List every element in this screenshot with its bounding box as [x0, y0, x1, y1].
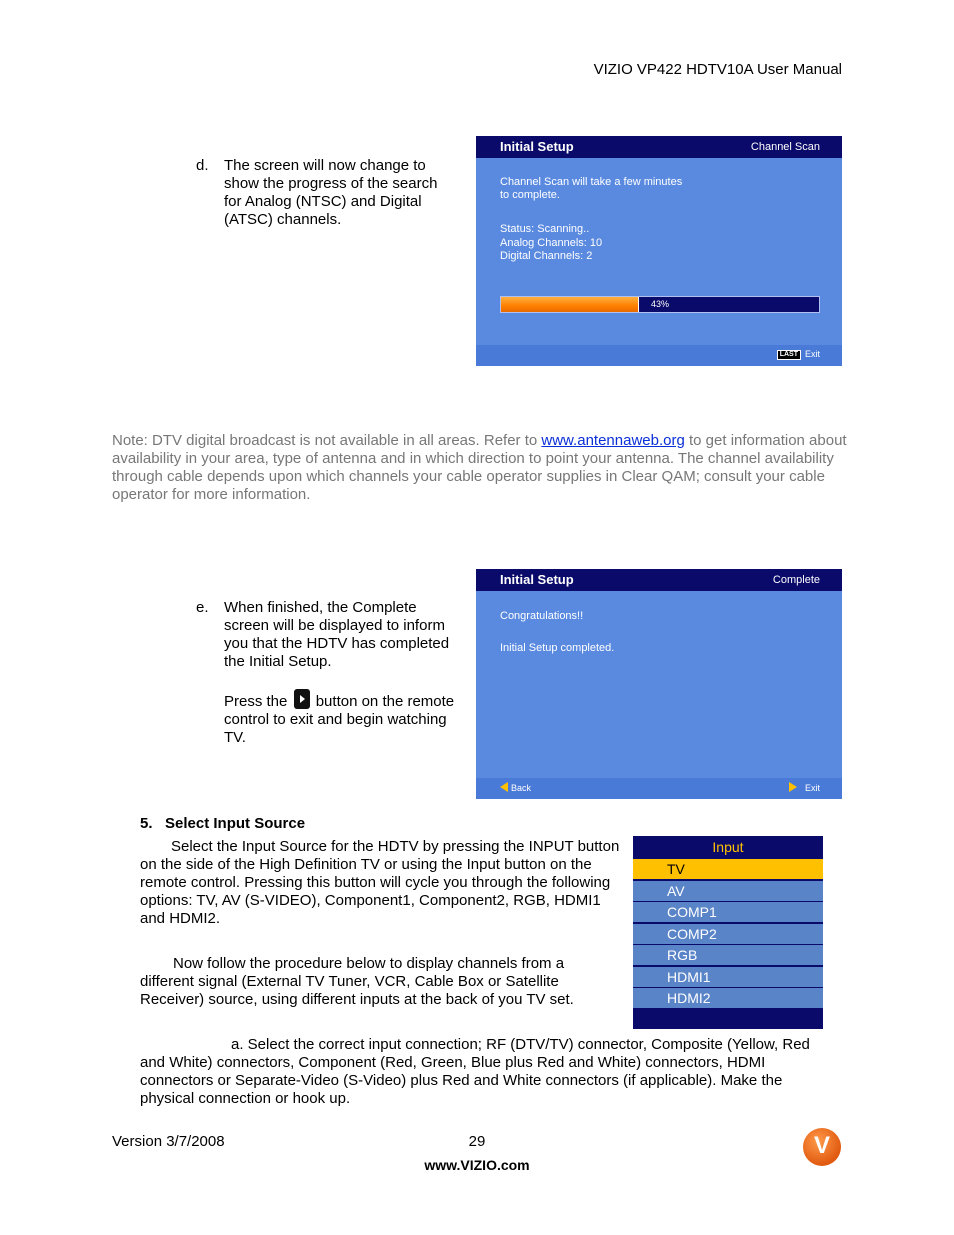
input-option-av[interactable]: AV	[633, 881, 823, 901]
screen-title-bar	[476, 569, 842, 591]
step-d-marker: d.	[196, 157, 209, 174]
scan-message-line2: to complete.	[500, 189, 560, 201]
scan-progress-label: 43%	[651, 299, 670, 309]
vizio-logo	[803, 1128, 841, 1166]
section-5-paragraph-1: Select the Input Source for the HDTV by pressing the INPUT button on the side of the High Definition TV or using the Input button on the remote control. Pressing this button will cycle you through the following options: TV, AV (S-VIDEO), Component1, Component2, RGB, HDMI1 and HDMI2.	[140, 838, 620, 927]
scan-progress-bar	[500, 296, 820, 313]
setup-complete-screen	[476, 569, 842, 799]
input-menu-title: Input	[712, 839, 744, 855]
last-key-icon: LAST	[777, 350, 801, 360]
screen-title: Initial Setup	[500, 572, 574, 587]
step-e-marker: e.	[196, 599, 209, 616]
section-5-paragraph-2: Now follow the procedure below to display channels from a different signal (External TV Tuner, VCR, Cable Box or Satellite Receiver) source, using different inputs at the back of you TV set.	[140, 955, 574, 1008]
footer-website: www.VIZIO.com	[424, 1157, 530, 1173]
section-5-paragraph-3: a. Select the correct input connection; RF (DTV/TV) connector, Composite (Yellow, Red and White) connectors, Component (Red, Green, Blue plus Red and White) connectors, HDMI connectors or Separate-Video (S-Video) plus Red and White connectors (if applicable). Make the physical connection or hook up.	[140, 1036, 810, 1107]
scan-progress-fill	[501, 297, 639, 312]
screen-title-bar	[476, 136, 842, 158]
exit-hint[interactable]	[777, 349, 820, 360]
note-text-before: Note: DTV digital broadcast is not available in all areas. Refer to	[112, 432, 542, 449]
section-5-heading: 5. Select Input Source	[140, 815, 306, 832]
exit-hint[interactable]	[789, 782, 820, 793]
antennaweb-link[interactable]: www.antennaweb.org	[541, 432, 685, 449]
note-text-after: to get information about availability in your area, type of antenna and in which direction to point your antenna. The channel availability through cable depends upon which channels your cable operator supplies in Clear QAM; consult your cable operator for more information.	[112, 432, 847, 503]
back-label: Back	[511, 783, 532, 793]
press-text-after: button on the remote control to exit and begin watching TV.	[224, 693, 455, 746]
document-header-title: VIZIO VP422 HDTV10A User Manual	[593, 61, 842, 78]
analog-channels: Analog Channels: 10	[500, 237, 603, 249]
exit-label: Exit	[804, 349, 820, 359]
press-text-before: Press the	[224, 693, 288, 710]
step-d-text: The screen will now change to show the progress of the search for Analog (NTSC) and Digital (ATSC) channels.	[224, 157, 438, 228]
screen-footer	[476, 345, 842, 366]
footer-page-number: 29	[468, 1133, 486, 1150]
vizio-logo-letter: V	[813, 1132, 830, 1159]
digital-channels: Digital Channels: 2	[500, 250, 593, 262]
input-option-tv[interactable]: TV	[633, 859, 823, 879]
back-arrow-icon	[500, 782, 508, 792]
step-e-text: When finished, the Complete screen will be displayed to inform you that the HDTV has completed the Initial Setup.	[224, 599, 450, 670]
scan-message-line1: Channel Scan will take a few minutes	[500, 176, 683, 188]
input-option-hdmi2[interactable]: HDMI2	[633, 988, 823, 1008]
footer-version: Version 3/7/2008	[112, 1133, 225, 1150]
input-option-hdmi1[interactable]: HDMI1	[633, 967, 823, 987]
congratulations-message: Congratulations!!	[500, 610, 584, 622]
dtv-note	[112, 432, 852, 504]
back-hint[interactable]	[500, 782, 531, 793]
exit-arrow-icon	[789, 782, 797, 792]
screen-subtitle: Channel Scan	[750, 141, 820, 153]
exit-label: Exit	[804, 783, 820, 793]
input-option-comp1[interactable]: COMP1	[633, 902, 823, 922]
input-option-rgb[interactable]: RGB	[633, 945, 823, 965]
screen-title: Initial Setup	[500, 139, 574, 154]
input-source-menu	[633, 836, 823, 1029]
screen-subtitle: Complete	[772, 574, 820, 586]
screen-footer	[476, 778, 842, 799]
setup-completed-message: Initial Setup completed.	[500, 642, 615, 654]
step-e-press-instruction	[224, 689, 464, 747]
scan-status: Status: Scanning..	[500, 223, 590, 235]
channel-scan-screen	[476, 136, 842, 366]
remote-exit-button-icon	[294, 689, 310, 709]
input-option-comp2[interactable]: COMP2	[633, 924, 823, 944]
